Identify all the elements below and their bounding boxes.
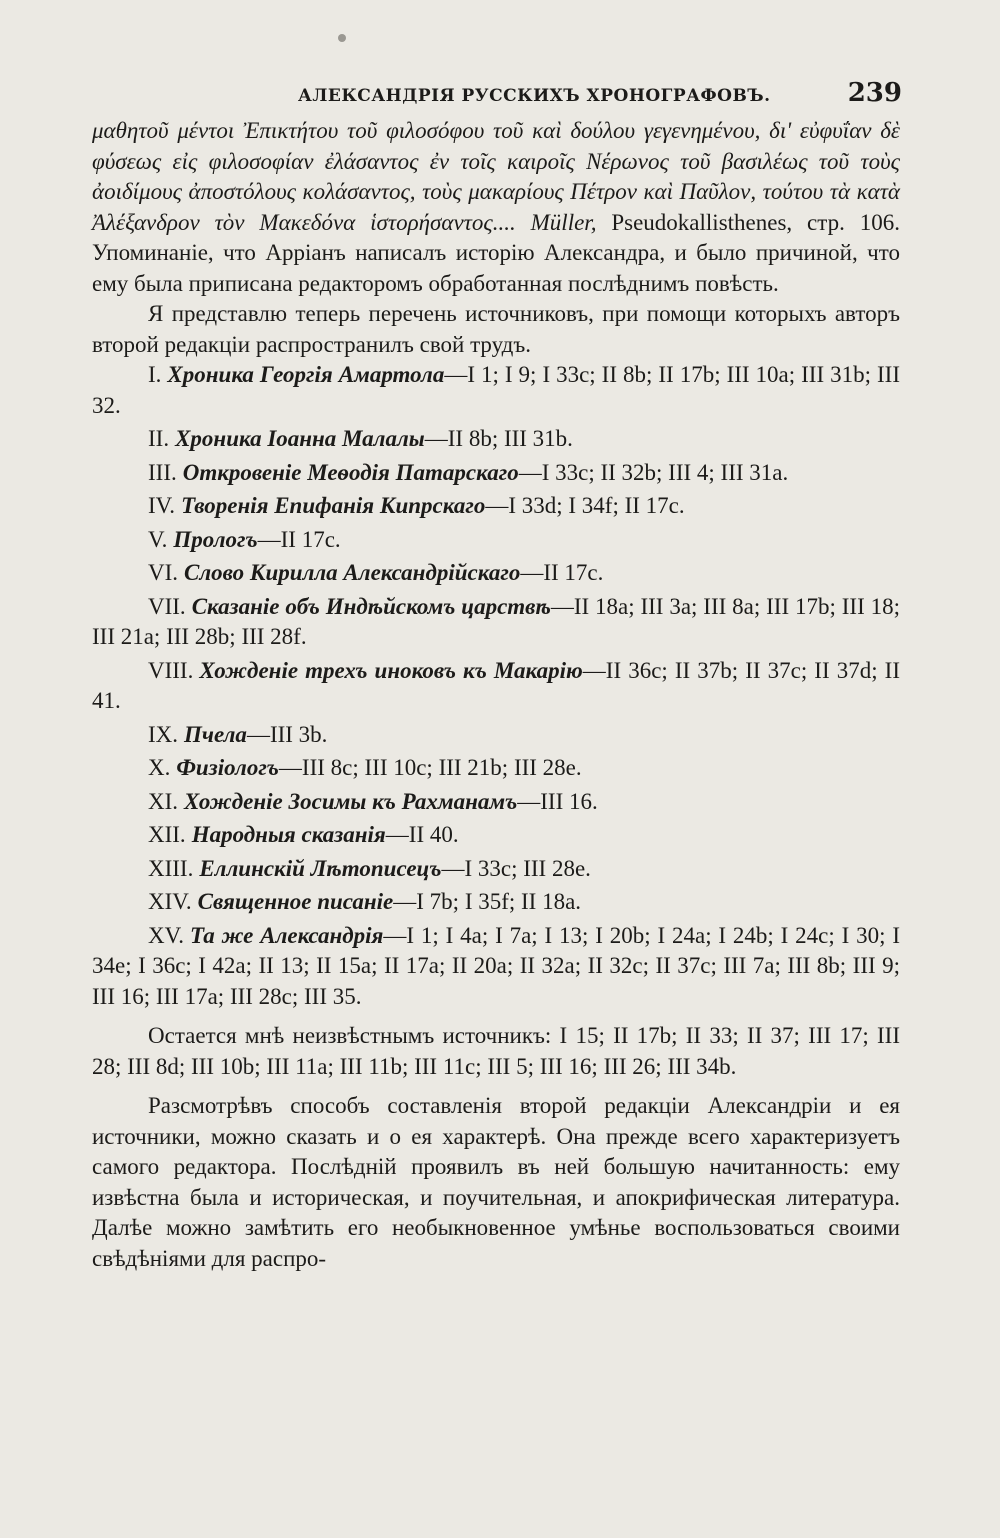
conclusion-paragraph: Разсмотрѣвъ способъ составленія второй редакціи Александріи и ея источники, можно сказать и о ея характерѣ. Она прежде всего характеризуетъ самого редактора. Послѣдній проявилъ въ ней большую начитанность: ему извѣстна была и историческая, и поучительная, и апокрифическая литература. Далѣе можно замѣтить его необыкновенное умѣнье воспользоваться своими свѣдѣніями для распро-	[92, 1093, 900, 1271]
source-references: —II 40.	[385, 822, 459, 847]
source-entry	[92, 558, 900, 589]
running-title: АЛЕКСАНДРІЯ РУССКИХЪ ХРОНОГРАФОВЪ.	[298, 86, 771, 106]
source-title: Пчела	[184, 721, 247, 747]
source-references: —II 18a; III 3a; III 8a; III 17b; III 18; III 21a; III 28b; III 28f.	[92, 593, 900, 649]
source-number: XI.	[148, 788, 179, 814]
source-entry	[92, 491, 900, 522]
sources-list	[92, 360, 900, 1012]
source-references: —III 8c; III 10c; III 21b; III 28e.	[278, 755, 582, 780]
source-title: Хожденіе трехъ иноковъ къ Макарію	[199, 657, 583, 683]
source-references: —III 3b.	[246, 721, 328, 747]
source-number: VI.	[148, 560, 179, 585]
source-title: Та же Александрія	[190, 922, 384, 948]
source-entry	[92, 720, 900, 751]
citation-text: Pseudokallisthenes, стр. 106. Упоминаніе, что Арріанъ написалъ исторію Александра, и было причиной, что ему была приписана редакторомъ обработанная послѣднимъ повѣсть.	[92, 209, 900, 296]
source-entry	[92, 921, 900, 1013]
source-title: Творенія Епифанія Кипрскаго	[181, 493, 486, 518]
source-number: VIII.	[148, 657, 194, 683]
source-number: XII.	[148, 822, 186, 847]
unknown-sources-paragraph: Остается мнѣ неизвѣстнымъ источникъ: I 15; II 17b; II 33; II 37; III 17; III 28; III 8d; III 10b; III 11a; III 11b; III 11c; III 5; III 16; III 26; III 34b.	[92, 1023, 900, 1079]
source-number: I.	[148, 362, 162, 387]
source-title: Народныя сказанія	[191, 822, 386, 847]
source-number: II.	[148, 426, 170, 451]
source-references: —I 33c; II 32b; III 4; III 31a.	[518, 459, 789, 485]
source-title: Священное писаніе	[197, 889, 394, 914]
source-number: XIII.	[148, 855, 194, 881]
source-entry	[92, 458, 900, 489]
sources-intro: Я представлю теперь перечень источниковъ, при помощи которыхъ авторъ второй редакціи распространилъ свой трудъ.	[92, 301, 900, 357]
source-number: X.	[148, 755, 171, 780]
source-references: —II 17c.	[257, 526, 341, 552]
ink-speck	[338, 34, 346, 42]
source-entry	[92, 854, 900, 885]
source-entry	[92, 787, 900, 818]
source-title: Слово Кирилла Александрійскаго	[184, 560, 521, 585]
source-references: —I 1; I 4a; I 7a; I 13; I 20b; I 24a; I 24b; I 24c; I 30; I 34e; I 36c; I 42a; II 13; II 15a; II 17a; II 20a; II 32a; II 32c; II 37c; III 7a; III 8b; III 9; III 16; III 17a; III 28c; III 35.	[92, 922, 901, 1009]
source-title: Хроника Іоанна Малалы	[175, 426, 425, 451]
source-title: Физіологъ	[176, 755, 279, 780]
source-references: —III 16.	[517, 788, 598, 814]
source-entry	[92, 753, 900, 784]
source-entry	[92, 656, 900, 717]
source-number: XIV.	[148, 889, 192, 914]
source-entry	[92, 424, 900, 455]
source-title: Хожденіе Зосимы къ Рахманамъ	[184, 788, 518, 814]
source-entry	[92, 592, 900, 653]
source-references: —I 33c; III 28e.	[441, 855, 591, 881]
source-entry	[92, 887, 900, 918]
source-references: —I 1; I 9; I 33c; II 8b; II 17b; III 10a; III 31b; III 32.	[92, 362, 900, 418]
source-title: Еллинскій Лѣтописецъ	[199, 855, 442, 881]
source-number: XV.	[148, 922, 185, 948]
source-references: —I 7b; I 35f; II 18a.	[393, 889, 582, 914]
source-title: Хроника Георгія Амартола	[167, 362, 445, 387]
source-title: Откровеніе Меѳодія Патарскаго	[182, 459, 519, 485]
greek-quote-paragraph	[92, 116, 900, 299]
source-references: —II 36c; II 37b; II 37c; II 37d; II 41.	[92, 657, 900, 713]
page-body	[92, 116, 900, 1274]
source-number: III.	[148, 459, 177, 485]
source-references: —I 33d; I 34f; II 17c.	[485, 493, 685, 518]
source-entry	[92, 820, 900, 851]
source-number: V.	[148, 526, 168, 552]
source-entry	[92, 360, 900, 421]
source-number: IV.	[148, 493, 176, 518]
source-entry	[92, 525, 900, 556]
source-title: Сказаніе объ Индѣйскомъ царствѣ	[191, 593, 551, 619]
source-number: IX.	[148, 721, 179, 747]
source-references: —II 8b; III 31b.	[424, 426, 573, 451]
source-title: Прологъ	[173, 526, 258, 552]
source-number: VII.	[148, 593, 186, 619]
page-header	[92, 72, 900, 116]
page-number: 239	[847, 78, 902, 108]
source-references: —II 17c.	[520, 560, 604, 585]
author-name: Müller,	[530, 209, 597, 235]
greek-quote: μαθητοῦ μέντοι Ἐπικτήτου τοῦ φιλοσόφου τοῦ καὶ δούλου γεγενημένου, δι' εὐφυΐαν δὲ φύσεως εἰς φιλοσοφίαν ἐλάσαντος ἐν τοῖς καιροῖς Νέρωνος τοῦ βασιλέως τοῦ τοὺς ἀοιδίμους ἀποστόλους κολάσαντος, τοὺς μακαρίους Πέτρον καὶ Παῦλον, τούτου τὰ κατὰ Ἀλέξανδρον τὸν Μακεδόνα ἱστορήσαντος....	[92, 118, 900, 235]
